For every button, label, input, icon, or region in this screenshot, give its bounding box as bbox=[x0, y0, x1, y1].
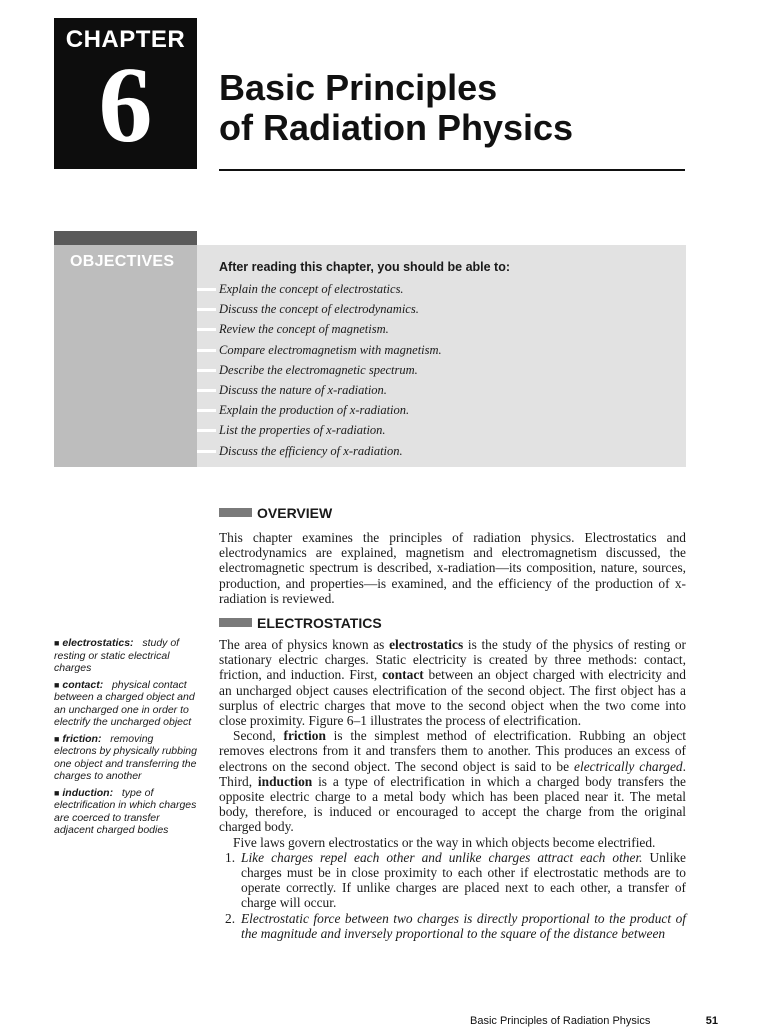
square-bullet-icon: ■ bbox=[54, 638, 60, 648]
objective-item: Describe the electromagnetic spectrum. bbox=[197, 360, 686, 380]
objective-item: Discuss the efficiency of x-radiation. bbox=[197, 441, 686, 461]
bullet-marker bbox=[197, 328, 216, 331]
glossary-entry: ■ friction: removing electrons by physically rubbing one object and transferring the charges to another bbox=[54, 732, 197, 782]
overview-heading: OVERVIEW bbox=[219, 505, 332, 521]
objective-item: List the properties of x-radiation. bbox=[197, 420, 686, 440]
paragraph: The area of physics known as electrostatics is the study of the physics of resting or stationary electric charges. Static electricity is created by three methods: contact, friction, and induction. First, contact between an object charged with electricity and an uncharged object causes electrification of the second object. The first object has a surplus of electric charges that move to the second object when the two come into close proximity. Figure 6–1 illustrates the process of electrification. bbox=[219, 637, 686, 729]
objective-item: Discuss the nature of x-radiation. bbox=[197, 380, 686, 400]
term-induction: induction bbox=[257, 773, 313, 789]
glossary-entry: ■ induction: type of electrification in which charges are coerced to transfer adjacent charged bodies bbox=[54, 786, 197, 836]
heading-bar bbox=[219, 508, 252, 517]
square-bullet-icon: ■ bbox=[54, 679, 60, 690]
bullet-marker bbox=[197, 308, 216, 311]
paragraph: Five laws govern electrostatics or the way in which objects become electrified. bbox=[233, 834, 656, 850]
margin-glossary bbox=[54, 637, 197, 841]
objective-item: Compare electromagnetism with magnetism. bbox=[197, 340, 686, 360]
overview-text: This chapter examines the principles of radiation physics. Electrostatics and electrodynamics are explained, magnetism and electromagnetism discussed, the electromagnetic spectrum is described, x-radiation—its composition, nature, sources, production, and properties—is examined, and the efficiency of the production of x-radiation is reviewed. bbox=[219, 530, 686, 606]
objective-item: Review the concept of magnetism. bbox=[197, 319, 686, 339]
page-footer bbox=[470, 1015, 718, 1027]
heading-bar bbox=[219, 618, 252, 627]
law-item: 2. Electrostatic force between two charges is directly proportional to the product of the magnitude and inversely proportional to the square of the distance between bbox=[225, 910, 686, 941]
title-line-2: of Radiation Physics bbox=[219, 107, 574, 148]
electrostatics-heading: ELECTROSTATICS bbox=[219, 615, 382, 631]
bullet-marker bbox=[197, 429, 216, 432]
title-divider bbox=[219, 169, 685, 171]
term-friction: friction bbox=[283, 728, 326, 744]
bullet-marker bbox=[197, 288, 216, 291]
glossary-entry: ■ contact: physical contact between a charged object and an uncharged one in order to electrify the uncharged object bbox=[54, 678, 195, 728]
objectives-top-band bbox=[54, 231, 197, 245]
objectives-panel bbox=[197, 245, 686, 467]
chapter-number: 6 bbox=[98, 46, 153, 165]
objective-item: Discuss the concept of electrodynamics. bbox=[197, 299, 686, 319]
bullet-marker bbox=[197, 369, 216, 372]
page-number: 51 bbox=[705, 1015, 718, 1027]
objectives-list bbox=[197, 279, 686, 461]
bullet-marker bbox=[197, 349, 216, 352]
law-item: 1. Like charges repel each other and unlike charges attract each other. Unlike charges must be in close proximity to each other if electrostatic methods are to operate correctly. If unlike charges are placed next to each other, a transfer of charge will occur. bbox=[225, 849, 686, 911]
objective-item: Explain the concept of electrostatics. bbox=[197, 279, 686, 299]
objectives-intro: After reading this chapter, you should be able to: bbox=[219, 260, 511, 274]
objective-item: Explain the production of x-radiation. bbox=[197, 400, 686, 420]
objectives-label: OBJECTIVES bbox=[70, 253, 175, 270]
bullet-marker bbox=[197, 389, 216, 392]
term-electrostatics: electrostatics bbox=[389, 637, 464, 652]
term-contact: contact bbox=[382, 667, 424, 683]
chapter-label: CHAPTER bbox=[65, 26, 186, 53]
title-line-1: Basic Principles bbox=[219, 67, 498, 108]
electrostatics-body bbox=[219, 637, 686, 941]
bullet-marker bbox=[197, 450, 216, 453]
running-title: Basic Principles of Radiation Physics bbox=[470, 1015, 651, 1027]
square-bullet-icon: ■ bbox=[54, 733, 60, 744]
chapter-title bbox=[219, 68, 689, 148]
chapter-box bbox=[54, 18, 197, 169]
square-bullet-icon: ■ bbox=[54, 787, 60, 798]
objectives-sidebar bbox=[54, 231, 197, 467]
paragraph: Second, friction is the simplest method of electrification. Rubbing an object removes electrons from it and transfers them to another. This produces an excess of electrons on the second object. The second object is said to be electrically charged. Third, induction is a type of electrification in which a charged body transfers the opposite electric charge to a metal body which has been placed near it. The metal body, therefore, is induced or encouraged to accept the charge from the original charged body. bbox=[219, 728, 686, 835]
glossary-entry: ■ electrostatics: study of resting or static electrical charges bbox=[54, 637, 180, 674]
bullet-marker bbox=[197, 409, 216, 412]
